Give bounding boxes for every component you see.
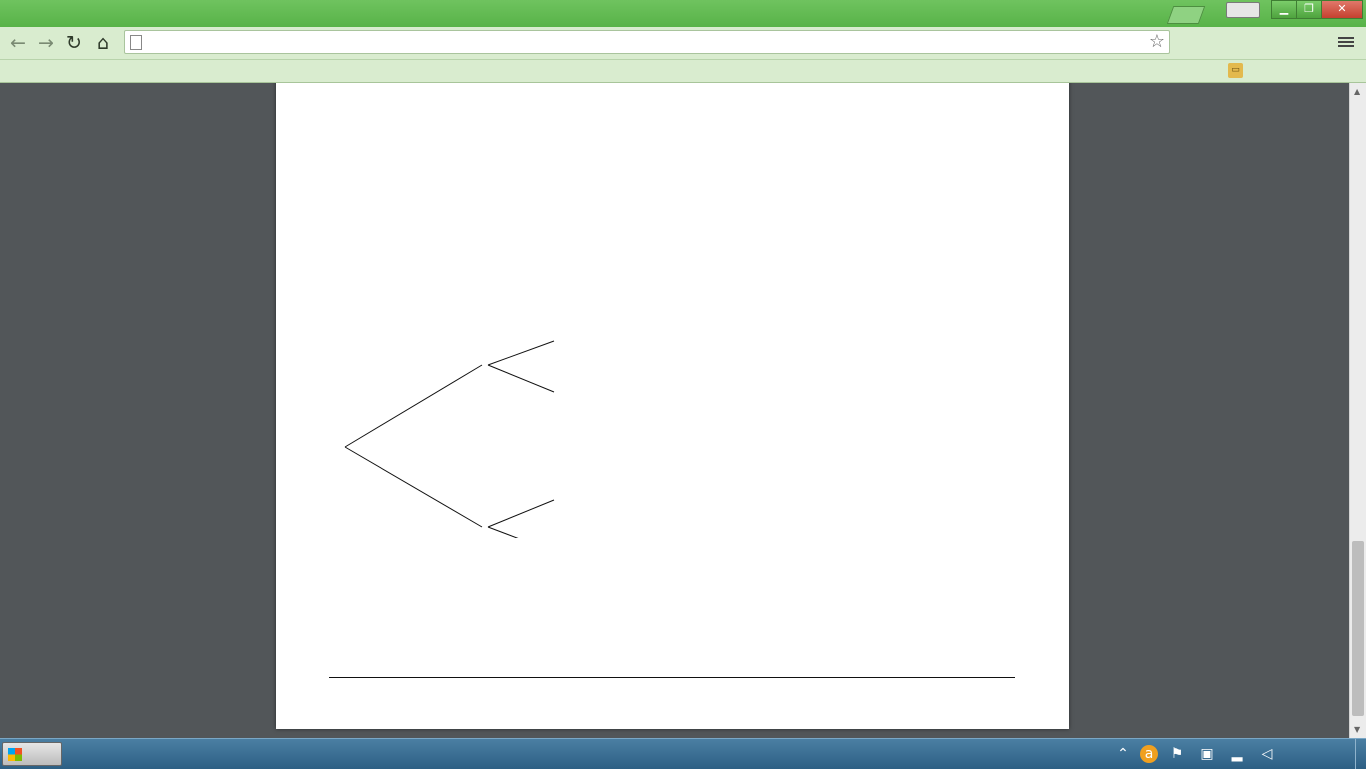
vertical-scrollbar[interactable]: [1349, 83, 1366, 738]
profile-badge[interactable]: [1226, 2, 1260, 18]
close-window-button[interactable]: ✕: [1321, 0, 1363, 19]
home-button[interactable]: ⌂: [96, 32, 110, 54]
tab-strip: [0, 0, 1366, 27]
scroll-thumb[interactable]: [1352, 541, 1364, 716]
address-bar[interactable]: [124, 30, 1170, 54]
page-icon: [130, 35, 142, 50]
folder-icon: ▭: [1228, 63, 1243, 78]
reload-button[interactable]: ↻: [66, 32, 82, 54]
footer-divider: [329, 677, 1015, 678]
tray-app-icon[interactable]: a: [1140, 745, 1158, 763]
start-button[interactable]: [2, 742, 62, 766]
tray-device-icon[interactable]: ▣: [1200, 746, 1214, 762]
pdf-page: [276, 83, 1069, 729]
forward-button[interactable]: →: [38, 32, 54, 54]
bookmark-star-icon[interactable]: ☆: [1148, 31, 1165, 52]
windows-flag-icon: [8, 748, 22, 761]
minimize-button[interactable]: ▁: [1271, 0, 1297, 19]
scroll-down-arrow-icon[interactable]: ▼: [1354, 725, 1361, 734]
browser-toolbar: [0, 27, 1366, 60]
chrome-menu-button[interactable]: [1338, 35, 1354, 49]
taskbar: [0, 738, 1366, 769]
maximize-button[interactable]: ❐: [1296, 0, 1322, 19]
action-center-icon[interactable]: ⚑: [1170, 746, 1184, 762]
game-tree: [329, 278, 649, 538]
tray-expand-icon[interactable]: ⌃: [1117, 746, 1129, 762]
pdf-viewer[interactable]: [0, 83, 1349, 738]
task-6-heading: [329, 236, 334, 252]
back-button[interactable]: ←: [10, 32, 26, 54]
network-icon[interactable]: ▂: [1231, 746, 1243, 762]
new-tab-button[interactable]: [1167, 6, 1206, 24]
scroll-up-arrow-icon[interactable]: ▲: [1354, 87, 1361, 96]
volume-icon[interactable]: ◁: [1261, 746, 1273, 762]
bookmarks-bar: [0, 60, 1366, 83]
show-desktop-button[interactable]: [1355, 739, 1366, 769]
